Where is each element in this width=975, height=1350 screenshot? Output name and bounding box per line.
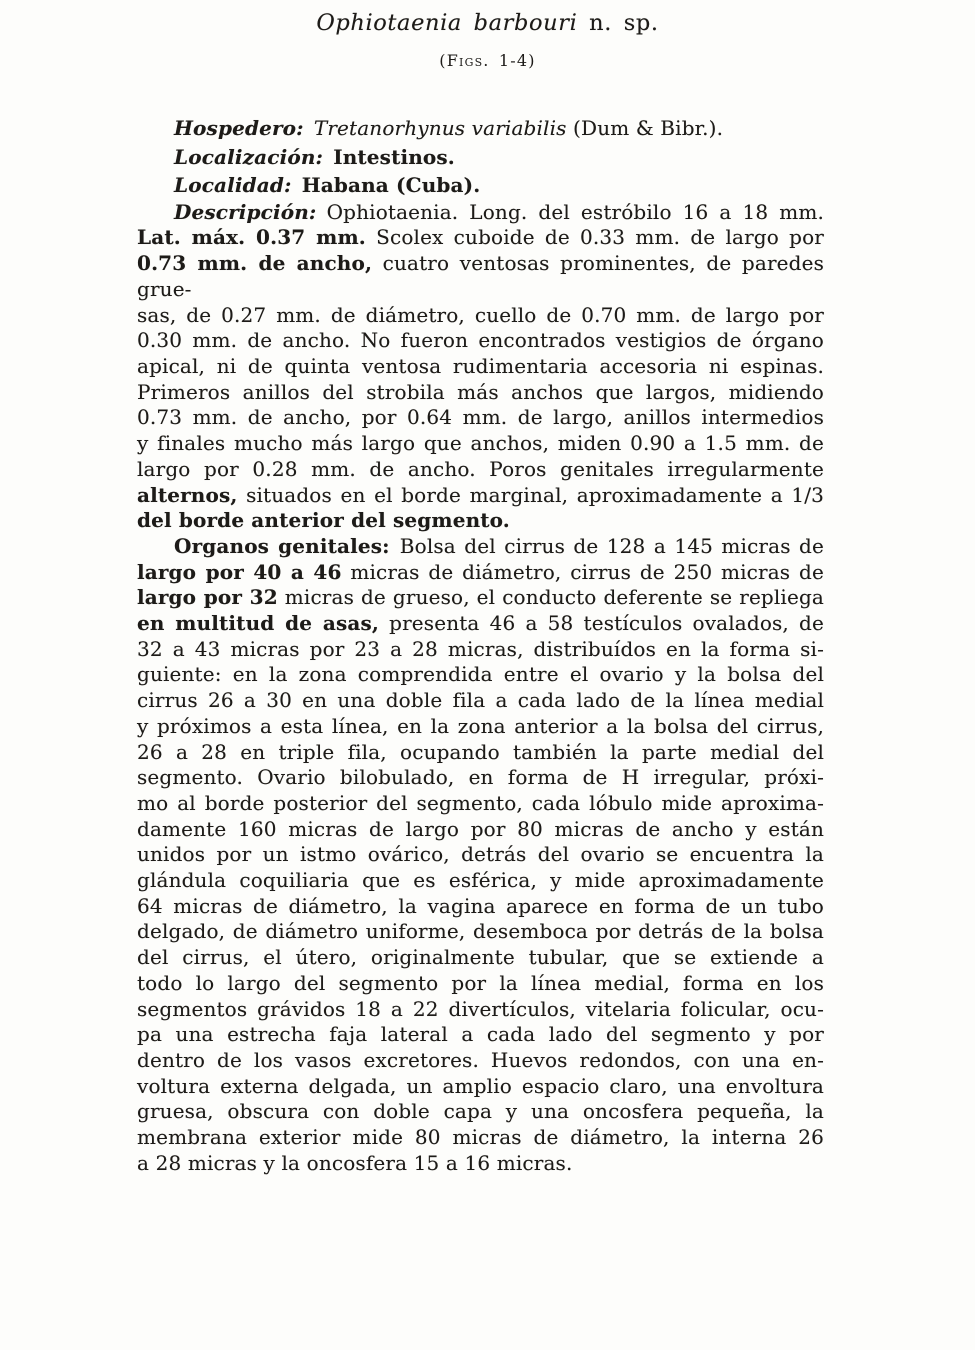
species-title [0, 10, 975, 36]
text-segment: segmento. Ovario bilobulado, en forma de H irregular, próxi- [137, 765, 824, 790]
page-header [0, 10, 975, 70]
text-line [137, 637, 824, 663]
text-segment: gruesa, obscura con doble capa y una oncosfera pequeña, la [137, 1099, 824, 1124]
text-line [137, 1151, 824, 1177]
text-segment: micras de grueso, el conducto deferente se repliega [277, 585, 824, 610]
text-segment: Localidad: [174, 173, 292, 198]
text-line [137, 894, 824, 920]
paragraph-specimen-fields [137, 114, 824, 200]
text-segment: 64 micras de diámetro, la vagina aparece en forma de un tubo [137, 893, 824, 918]
text-segment: Scolex cuboide de 0.33 mm. de largo por [365, 225, 825, 250]
text-segment: Lat. máx. 0.37 mm. [137, 225, 366, 250]
text-line [137, 534, 824, 560]
text-line [137, 740, 824, 766]
text-segment: 32 a 43 micras por 23 a 28 micras, distribuídos en la forma si- [137, 636, 824, 661]
text-segment: Hospedero: [174, 116, 304, 140]
text-segment: a 28 micras y la oncosfera 15 a 16 micras. [137, 1150, 573, 1175]
text-line [137, 688, 824, 714]
text-segment: (Dum & Bibr.). [566, 116, 724, 140]
text-line [137, 817, 824, 843]
text-body [137, 114, 824, 1177]
text-segment: Habana (Cuba). [301, 173, 481, 198]
text-line [137, 354, 824, 380]
text-line [137, 945, 824, 971]
text-segment: apical, ni de quinta ventosa rudimentaria accesoria ni espinas. [137, 354, 824, 378]
species-title-italic: Ophiotaenia barbouri [316, 10, 578, 36]
text-line [137, 1125, 824, 1151]
text-line [137, 200, 824, 226]
text-line [137, 251, 824, 302]
text-line [137, 585, 824, 611]
text-segment: segmentos grávidos 18 a 22 divertículos, vitelaria folicular, ocu- [137, 996, 824, 1021]
text-segment: largo por 40 a 46 [137, 559, 342, 584]
text-segment: del borde anterior del segmento. [137, 508, 510, 533]
text-segment: en multitud de asas, [137, 611, 380, 636]
text-line [137, 171, 824, 200]
species-title-roman: n. sp. [577, 10, 659, 36]
text-segment: pa una estrecha faja lateral a cada lado del segmento y por [137, 1022, 824, 1047]
text-line [137, 457, 824, 483]
text-segment: voltura externa delgada, un amplio espacio claro, una envoltura [137, 1073, 824, 1098]
text-segment [323, 145, 333, 169]
text-segment: sas, de 0.27 mm. de diámetro, cuello de 0.70 mm. de largo por [137, 302, 824, 327]
text-segment: membrana exterior mide 80 micras de diámetro, la interna 26 [137, 1125, 824, 1150]
text-segment [292, 173, 302, 197]
text-segment: cirrus 26 a 30 en una doble fila a cada lado de la línea medial [137, 688, 824, 713]
text-line [137, 560, 824, 586]
paragraph-descripcion [137, 200, 824, 534]
text-line [137, 842, 824, 868]
text-segment: presenta 46 a 58 testículos ovalados, de [379, 611, 824, 636]
text-segment: situados en el borde marginal, aproximadamente a 1/3 [237, 482, 824, 507]
text-line [137, 405, 824, 431]
text-segment: 0.73 mm. de ancho, [137, 251, 373, 276]
text-line [137, 868, 824, 894]
text-line [137, 791, 824, 817]
text-segment: mo al borde posterior del segmento, cada lóbulo mide aproxima- [137, 790, 824, 815]
text-segment: delgado, de diámetro uniforme, desemboca por detrás de la bolsa [137, 919, 824, 944]
text-line [137, 997, 824, 1023]
text-segment: damente 160 micras de largo por 80 micras de ancho y están [137, 816, 824, 841]
text-segment: y finales mucho más largo que anchos, miden 0.90 a 1.5 mm. de [137, 431, 824, 456]
figures-caption: (Figs. 1-4) [439, 51, 536, 70]
text-segment: Intestinos. [333, 144, 455, 169]
text-line [137, 143, 824, 172]
text-line [137, 714, 824, 740]
text-segment: del cirrus, el útero, originalmente tubular, que se extiende a [137, 945, 824, 970]
text-line [137, 303, 824, 329]
text-segment: Bolsa del cirrus de 128 a 145 micras de [389, 533, 824, 558]
text-line [137, 431, 824, 457]
text-segment: 26 a 28 en triple fila, ocupando también la parte medial del [137, 739, 824, 764]
text-line [137, 483, 824, 509]
text-line [137, 508, 824, 534]
text-segment: largo por 32 [137, 585, 278, 610]
text-segment: Primeros anillos del strobila más anchos que largos, midiendo [137, 379, 824, 404]
text-segment: 0.73 mm. de ancho, por 0.64 mm. de largo, anillos intermedios [137, 405, 824, 430]
text-line [137, 919, 824, 945]
text-segment: Organos genitales: [174, 533, 390, 558]
text-line [137, 1022, 824, 1048]
text-segment: Localización: [174, 144, 324, 169]
text-segment: largo por 0.28 mm. de ancho. Poros genitales irregularmente [137, 456, 824, 481]
text-line [137, 380, 824, 406]
text-segment: glándula coquiliaria que es esférica, y mide aproximadamente [137, 868, 824, 893]
text-line [137, 662, 824, 688]
text-segment: dentro de los vasos excretores. Huevos redondos, con una en- [137, 1047, 824, 1072]
text-segment: cuatro ventosas prominentes, de paredes grue- [137, 251, 824, 301]
text-line [137, 765, 824, 791]
text-segment: Descripción: [174, 199, 317, 224]
text-segment: Ophiotaenia. Long. del estróbilo 16 a 18 mm. [316, 199, 824, 224]
text-line [137, 328, 824, 354]
text-segment: 0.30 mm. de ancho. No fueron encontrados vestigios de órgano [137, 328, 824, 353]
text-segment: todo lo largo del segmento por la línea medial, forma en los [137, 970, 824, 995]
text-line [137, 611, 824, 637]
text-segment: alternos, [137, 482, 238, 507]
text-line [137, 114, 824, 143]
text-line [137, 1074, 824, 1100]
text-line [137, 225, 824, 251]
text-segment: unidos por un istmo ovárico, detrás del ovario se encuentra la [137, 842, 824, 867]
text-segment [304, 116, 314, 140]
text-line [137, 1048, 824, 1074]
text-segment: guiente: en la zona comprendida entre el ovario y la bolsa del [137, 662, 824, 687]
text-line [137, 1099, 824, 1125]
text-segment: y próximos a esta línea, en la zona anterior a la bolsa del cirrus, [137, 713, 824, 738]
text-segment: micras de diámetro, cirrus de 250 micras de [341, 559, 824, 584]
paragraph-organos-genitales [137, 534, 824, 1177]
text-segment: Tretanorhynus variabilis [313, 116, 567, 140]
text-line [137, 971, 824, 997]
